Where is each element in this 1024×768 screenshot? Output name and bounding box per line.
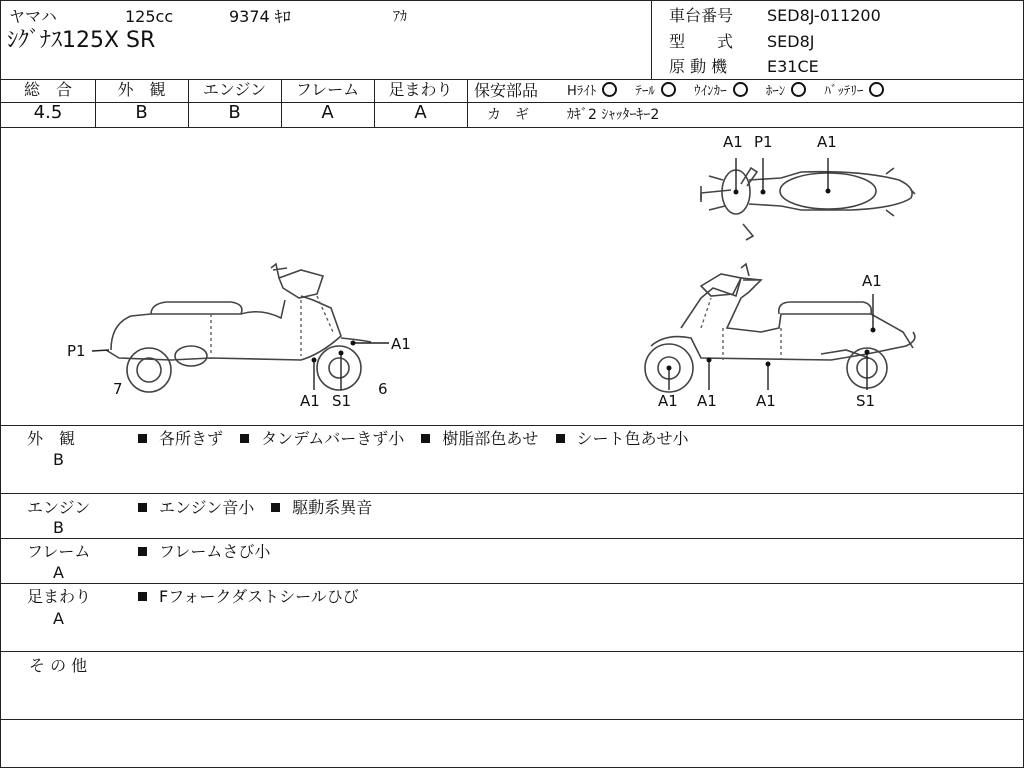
remark-items-exterior bbox=[138, 429, 701, 449]
key-value: ｶｷﾞ2 ｼｬｯﾀｰｷｰ2 bbox=[567, 107, 660, 123]
remark-label-frame: フレーム bbox=[27, 542, 91, 561]
remark-items-suspension bbox=[138, 587, 371, 607]
safety-item-horn: ﾎｰﾝ bbox=[765, 84, 786, 99]
exterior-label: 外 観 bbox=[117, 80, 166, 99]
body-color: ｱｶ bbox=[393, 9, 407, 25]
damage-label: A1 bbox=[862, 272, 882, 290]
remarks-divider bbox=[1, 651, 1023, 652]
bullet-square-icon bbox=[240, 434, 249, 443]
remark-item: Fフォークダストシールひび bbox=[159, 587, 359, 606]
engine-label: エンジン bbox=[202, 80, 267, 99]
engine-grade: B bbox=[228, 102, 241, 123]
overall-grade: 4.5 bbox=[33, 102, 63, 123]
remark-label-other: そ の 他 bbox=[29, 656, 88, 675]
maker: ヤマハ bbox=[9, 7, 57, 26]
damage-label: A1 bbox=[658, 392, 678, 410]
damage-label: P1 bbox=[754, 133, 773, 151]
remarks-divider bbox=[1, 583, 1023, 584]
damage-label: A1 bbox=[817, 133, 837, 151]
remark-items-engine bbox=[138, 498, 384, 518]
remark-grade-engine: B bbox=[53, 518, 64, 537]
engine-model: E31CE bbox=[767, 57, 819, 76]
key-label: カ ギ bbox=[487, 107, 529, 123]
header bbox=[1, 1, 1023, 80]
grid-line bbox=[467, 79, 468, 127]
header-divider bbox=[651, 1, 652, 79]
safety-item-winker: ｳｲﾝｶｰ bbox=[694, 84, 727, 99]
damage-label: S1 bbox=[332, 392, 352, 410]
bullet-square-icon bbox=[138, 434, 147, 443]
remark-item: シート色あせ小 bbox=[576, 429, 689, 448]
damage-label: S1 bbox=[856, 392, 876, 410]
exterior-grade: B bbox=[135, 102, 148, 123]
scooter-top-view bbox=[701, 158, 915, 240]
remarks-divider bbox=[1, 493, 1023, 494]
damage-label: A1 bbox=[756, 392, 776, 410]
bullet-square-icon bbox=[421, 434, 430, 443]
remark-label-engine: エンジン bbox=[27, 498, 91, 517]
remark-grade-exterior: B bbox=[53, 450, 64, 469]
scooter-left-view bbox=[92, 264, 389, 392]
damage-label: 7 bbox=[113, 380, 123, 398]
model-name: ｼｸﾞﾅｽ125X SR bbox=[7, 28, 156, 53]
remarks-divider bbox=[1, 538, 1023, 539]
remark-label-suspension: 足まわり bbox=[27, 587, 92, 606]
safety-label: 保安部品 bbox=[474, 81, 539, 100]
mileage: 9374 ｷﾛ bbox=[229, 7, 291, 26]
suspension-grade: A bbox=[414, 102, 427, 123]
type-value: SED8J bbox=[767, 32, 815, 51]
check-circle-icon bbox=[661, 82, 676, 97]
frame-grade: A bbox=[321, 102, 334, 123]
suspension-label: 足まわり bbox=[388, 80, 453, 99]
damage-label: 6 bbox=[378, 380, 388, 398]
safety-item-battery: ﾊﾞｯﾃﾘｰ bbox=[824, 84, 864, 99]
grid-line bbox=[467, 102, 1023, 103]
remark-item: フレームさび小 bbox=[159, 542, 271, 561]
diagram-bottom bbox=[1, 425, 1023, 426]
check-circle-icon bbox=[733, 82, 748, 97]
bullet-square-icon bbox=[138, 592, 147, 601]
damage-label: A1 bbox=[391, 335, 411, 353]
bullet-square-icon bbox=[138, 547, 147, 556]
overall-label: 総 合 bbox=[23, 80, 72, 99]
engine-model-label: 原 動 機 bbox=[669, 57, 728, 76]
bullet-square-icon bbox=[138, 503, 147, 512]
frame-no-label: 車台番号 bbox=[669, 6, 734, 25]
damage-label: A1 bbox=[300, 392, 320, 410]
bullet-square-icon bbox=[556, 434, 565, 443]
damage-label: A1 bbox=[697, 392, 717, 410]
frame-label: フレーム bbox=[295, 80, 360, 99]
check-circle-icon bbox=[869, 82, 884, 97]
remark-item: タンデムバーきず小 bbox=[261, 429, 405, 448]
safety-items bbox=[567, 82, 884, 102]
remark-items-frame bbox=[138, 542, 282, 562]
frame-no: SED8J-011200 bbox=[767, 6, 881, 25]
check-circle-icon bbox=[602, 82, 617, 97]
remark-item: 樹脂部色あせ bbox=[442, 429, 539, 448]
remark-label-exterior: 外 観 bbox=[27, 429, 76, 448]
remark-grade-frame: A bbox=[53, 563, 64, 582]
safety-item-headlight: Hﾗｲﾄ bbox=[567, 84, 597, 99]
remark-grade-suspension: A bbox=[53, 609, 64, 628]
damage-label: A1 bbox=[723, 133, 743, 151]
remarks-divider bbox=[1, 719, 1023, 720]
type-label: 型 式 bbox=[669, 32, 734, 51]
check-circle-icon bbox=[791, 82, 806, 97]
remark-item: 各所きず bbox=[159, 429, 224, 448]
remark-item: エンジン音小 bbox=[159, 498, 255, 517]
damage-label: P1 bbox=[67, 342, 86, 360]
safety-item-tail: ﾃｰﾙ bbox=[635, 84, 655, 99]
remark-item: 駆動系異音 bbox=[292, 498, 373, 517]
engine-cc: 125cc bbox=[125, 7, 174, 26]
bullet-square-icon bbox=[271, 503, 280, 512]
